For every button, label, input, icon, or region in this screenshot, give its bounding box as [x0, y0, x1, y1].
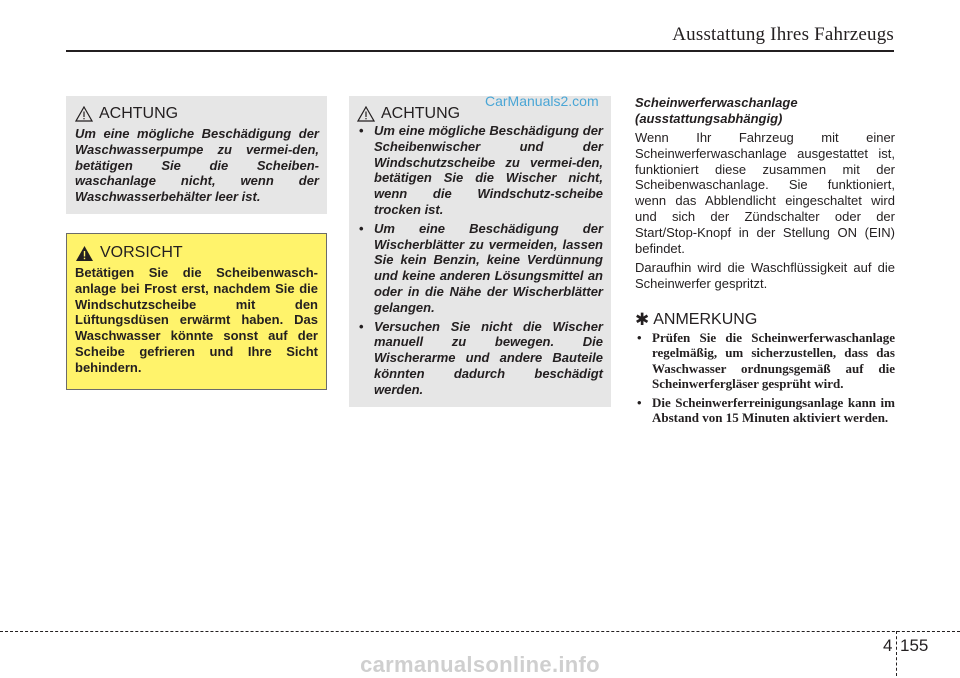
section-paragraph: Wenn Ihr Fahrzeug mit einer Scheinwerferwaschanlage ausgestattet ist, funktioniert diese zusammen mit der Scheibenwaschanlage. Sie funktioniert, wenn das Abblendlicht eingeschaltet wird und sich der Zündschalter oder der Start/Stop-Knopf in der Stellung ON (EIN) befindet. [635, 130, 895, 256]
headlamp-washer-section [635, 95, 895, 429]
warning-text: Betätigen Sie die Scheibenwasch-anlage bei Frost erst, nachdem Sie die Windschutzscheibe mit den Lüftungsdüsen erwärmt haben. Das Waschwasser könnte sonst auf der Scheibe gefrieren und Ihre Sicht behindern. [75, 265, 318, 375]
caution-box-wipers [349, 96, 611, 407]
section-paragraph: Daraufhin wird die Waschflüssigkeit auf die Scheinwerfer gespritzt. [635, 260, 895, 292]
footer-watermark: carmanualsonline.info [360, 652, 600, 677]
watermark-logo: CarManuals2.com [485, 93, 599, 109]
warning-triangle-filled-icon [75, 245, 94, 262]
warning-triangle-icon [75, 106, 93, 122]
note-star-icon: ✱ [635, 309, 650, 329]
warning-triangle-icon [357, 106, 375, 122]
header-rule [66, 50, 894, 52]
caution-text: Um eine mögliche Beschädigung der Waschwasserpumpe zu vermei-den, betätigen Sie die Scheiben-waschanlage nicht, wenn der Waschwasserbehälter leer ist. [75, 126, 319, 205]
caution-list-item: • Um eine Beschädigung der Wischerblätter zu vermeiden, lassen Sie kein Benzin, keine Verdünnung und keine anderen Lösungsmittel an oder in die Nähe der Wischerblätter gelangen. [357, 221, 603, 316]
note-list [635, 330, 895, 426]
caution-heading-text: ACHTUNG [99, 105, 179, 122]
chapter-number: 4 [883, 636, 893, 655]
note-list-item: • Die Scheinwerferreinigungsanlage kann im Abstand von 15 Minuten aktiviert werden. [635, 395, 895, 426]
page-number: 155 [900, 636, 929, 655]
warning-heading [75, 244, 318, 262]
note-list-item: • Prüfen Sie die Scheinwerferwaschanlage regelmäßig, um sicherzustellen, dass das Waschwasser ordnungsgemäß auf die Scheinwerfergläser gesprüht wird. [635, 330, 895, 392]
section-title: Scheinwerferwaschanlage (ausstattungsabhängig) [635, 95, 798, 126]
running-header-title: Ausstattung Ihres Fahrzeugs [672, 24, 894, 45]
warning-heading-text: VORSICHT [100, 244, 183, 261]
note-heading [635, 310, 895, 330]
warning-box-frost [66, 233, 327, 390]
caution-list [357, 123, 603, 398]
footer-rule [0, 631, 960, 632]
caution-heading-text-2: ACHTUNG [381, 105, 461, 122]
caution-list-item: • Um eine mögliche Beschädigung der Scheibenwischer und der Windschutzscheibe zu vermei-den, betätigen Sie die Wischer nicht, wenn die Windschutz-scheibe trocken ist. [357, 123, 603, 218]
caution-list-item: • Versuchen Sie nicht die Wischer manuell zu bewegen. Die Wischerarme und andere Bauteile könnten dadurch beschädigt werden. [357, 319, 603, 398]
caution-heading [75, 105, 319, 123]
caution-box-pump [66, 96, 327, 214]
note-heading-text: ANMERKUNG [653, 310, 758, 328]
